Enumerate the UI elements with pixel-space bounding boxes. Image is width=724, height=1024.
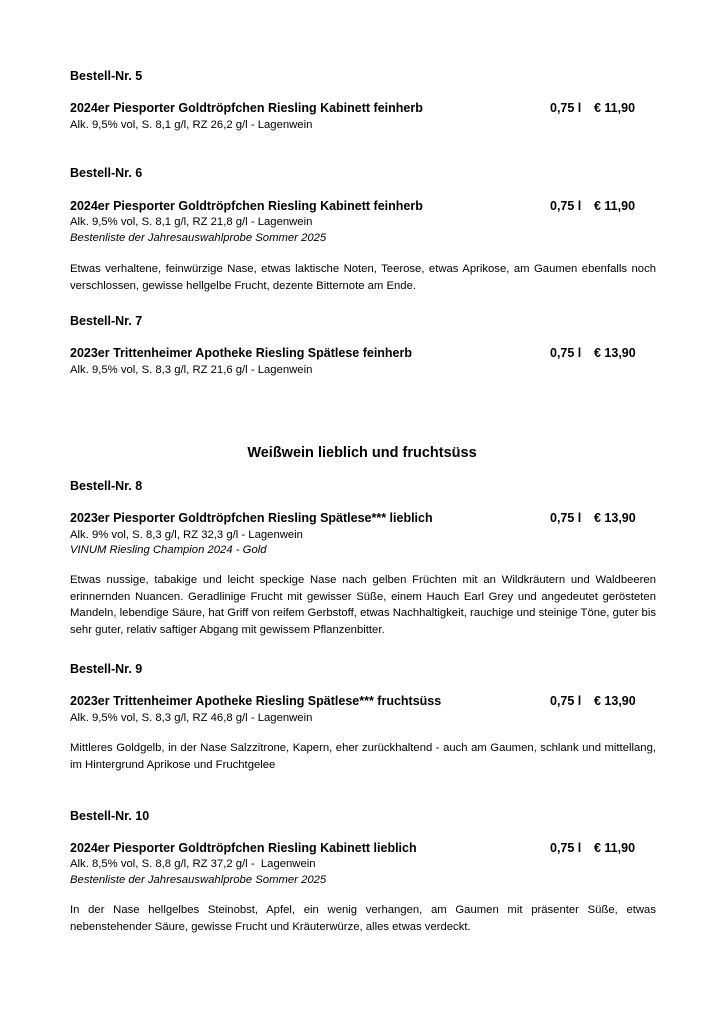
wine-specs: Alk. 9,5% vol, S. 8,3 g/l, RZ 21,6 g/l - Lagenwein — [70, 364, 313, 376]
wine-title: 2023er Piesporter Goldtröpfchen Riesling Spätlese*** lieblich — [70, 511, 433, 525]
wine-volume: 0,75 l — [550, 346, 582, 360]
wine-title: 2024er Piesporter Goldtröpfchen Riesling Kabinett feinherb — [70, 199, 423, 213]
wine-specs: Alk. 9,5% vol, S. 8,1 g/l, RZ 26,2 g/l - Lagenwein — [70, 119, 313, 131]
wine-title: 2024er Piesporter Goldtröpfchen Riesling Kabinett feinherb — [70, 101, 423, 115]
wine-volume: 0,75 l — [550, 511, 582, 525]
order-number: Bestell-Nr. 9 — [70, 662, 143, 676]
wine-volume: 0,75 l — [550, 841, 582, 855]
order-number: Bestell-Nr. 7 — [70, 314, 143, 328]
wine-description: Etwas nussige, tabakige und leicht speckige Nase nach gelben Früchten mit an Wildkräutern und Waldbeeren erinnernden Nuancen. Geradlinige Frucht mit gewisser Süße, einem Hauch Earl Grey und angedeutet gerösteten Mandeln, lebendige Säure, hat Griff von reifem Gerbstoff, etwas Nachhaltigkeit, rauchige und steinige Töne, guter bis sehr guter, relativ saftiger Abgang mit gewissem Pflanzenbitter. — [70, 574, 656, 636]
wine-volume: 0,75 l — [550, 694, 582, 708]
wine-specs: Alk. 9,5% vol, S. 8,3 g/l, RZ 46,8 g/l - Lagenwein — [70, 712, 313, 724]
wine-specs: Alk. 9% vol, S. 8,3 g/l, RZ 32,3 g/l - Lagenwein — [70, 529, 303, 541]
wine-price: € 13,90 — [594, 346, 636, 360]
wine-award: VINUM Riesling Champion 2024 - Gold — [70, 544, 267, 556]
wine-description: Etwas verhaltene, feinwürzige Nase, etwas laktische Noten, Teerose, etwas Aprikose, am Gaumen ebenfalls noch verschlossen, gewisse hellgelbe Frucht, dezente Bitternote am Ende. — [70, 263, 656, 292]
wine-volume: 0,75 l — [550, 199, 582, 213]
wine-award: Bestenliste der Jahresauswahlprobe Sommer 2025 — [70, 232, 327, 244]
wine-title: 2023er Trittenheimer Apotheke Riesling Spätlese*** fruchtsüss — [70, 694, 442, 708]
wine-description: Mittleres Goldgelb, in der Nase Salzzitrone, Kapern, eher zurückhaltend - auch am Gaumen, schlank und mittellang, im Hintergrund Aprikose und Fruchtgelee — [70, 742, 656, 771]
order-number: Bestell-Nr. 6 — [70, 166, 143, 180]
wine-description: In der Nase hellgelbes Steinobst, Apfel, ein wenig verhangen, am Gaumen mit präsenter Süße, etwas nebenstehender Säure, gewisse Frucht und Kräuterwürze, alles etwas verdeckt. — [70, 904, 656, 933]
wine-award: Bestenliste der Jahresauswahlprobe Sommer 2025 — [70, 874, 327, 886]
order-number: Bestell-Nr. 5 — [70, 69, 143, 83]
wine-volume: 0,75 l — [550, 101, 582, 115]
wine-specs: Alk. 8,5% vol, S. 8,8 g/l, RZ 37,2 g/l - Lagenwein — [70, 858, 316, 870]
wine-price: € 11,90 — [594, 101, 636, 115]
wine-title: 2023er Trittenheimer Apotheke Riesling Spätlese feinherb — [70, 346, 413, 360]
wine-title: 2024er Piesporter Goldtröpfchen Riesling Kabinett lieblich — [70, 841, 417, 855]
wine-price: € 11,90 — [594, 199, 636, 213]
wine-specs: Alk. 9,5% vol, S. 8,1 g/l, RZ 21,8 g/l - Lagenwein — [70, 216, 313, 228]
wine-price: € 13,90 — [594, 511, 636, 525]
order-number: Bestell-Nr. 10 — [70, 809, 150, 823]
section-heading: Weißwein lieblich und fruchtsüss — [247, 445, 477, 461]
wine-price: € 11,90 — [594, 841, 636, 855]
order-number: Bestell-Nr. 8 — [70, 479, 143, 493]
wine-price: € 13,90 — [594, 694, 636, 708]
